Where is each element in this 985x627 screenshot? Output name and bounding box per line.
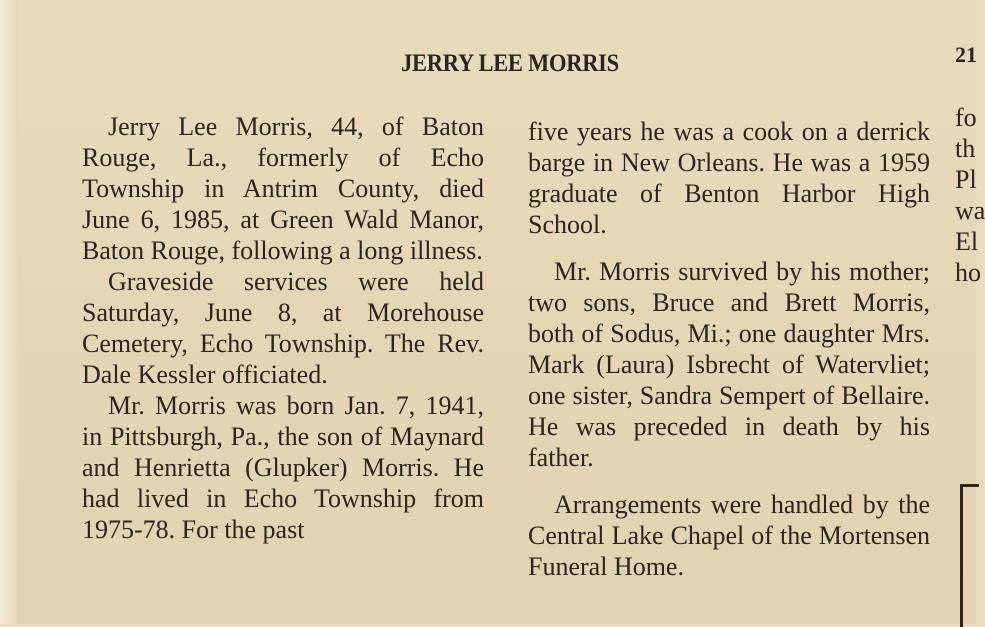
paragraph-death-notice: Jerry Lee Morris, 44, of Baton Rouge, La., formerly of Echo Township in Antrim County, died June 6, 1985, at Green Wald Manor, Baton Rouge, following a long illness. xyxy=(82,112,484,265)
obituary-column-1 xyxy=(82,111,484,545)
adjacent-column-fragment xyxy=(955,102,985,288)
fragment-line: fo xyxy=(955,103,977,132)
paragraph-biography: Mr. Morris was born Jan. 7, 1941, in Pittsburgh, Pa., the son of Maynard and Henrietta (Glupker) Morris. He had lived in Echo Township from 1975-78. For the past xyxy=(82,391,484,544)
paragraph-arrangements: Arrangements were handled by the Central Lake Chapel of the Mortensen Funeral Home. xyxy=(528,490,930,581)
adjacent-box-border xyxy=(960,484,979,627)
obituary-column-2 xyxy=(528,116,930,582)
paragraph-biography-continued: five years he was a cook on a derrick barge in New Orleans. He was a 1959 graduate of Benton Harbor High School. xyxy=(528,117,930,239)
scan-border xyxy=(0,0,18,624)
fragment-line: El xyxy=(955,227,979,256)
obituary-headline: JERRY LEE MORRIS xyxy=(401,50,619,77)
page-number: 21 xyxy=(955,42,977,67)
fragment-line: wa xyxy=(955,196,985,225)
fragment-line: ho xyxy=(955,258,981,287)
paragraph-services: Graveside services were held Saturday, June 8, at Morehouse Cemetery, Echo Township. The Rev. Dale Kessler officiated. xyxy=(82,267,484,389)
fragment-line: th xyxy=(955,134,976,163)
fragment-line: Pl xyxy=(955,165,977,194)
paragraph-survivors: Mr. Morris survived by his mother; two sons, Bruce and Brett Morris, both of Sodus, Mi.; one daughter Mrs. Mark (Laura) Isbrecht of Watervliet; one sister, Sandra Sempert of Bellaire. He was preceded in death by his father. xyxy=(528,257,930,472)
